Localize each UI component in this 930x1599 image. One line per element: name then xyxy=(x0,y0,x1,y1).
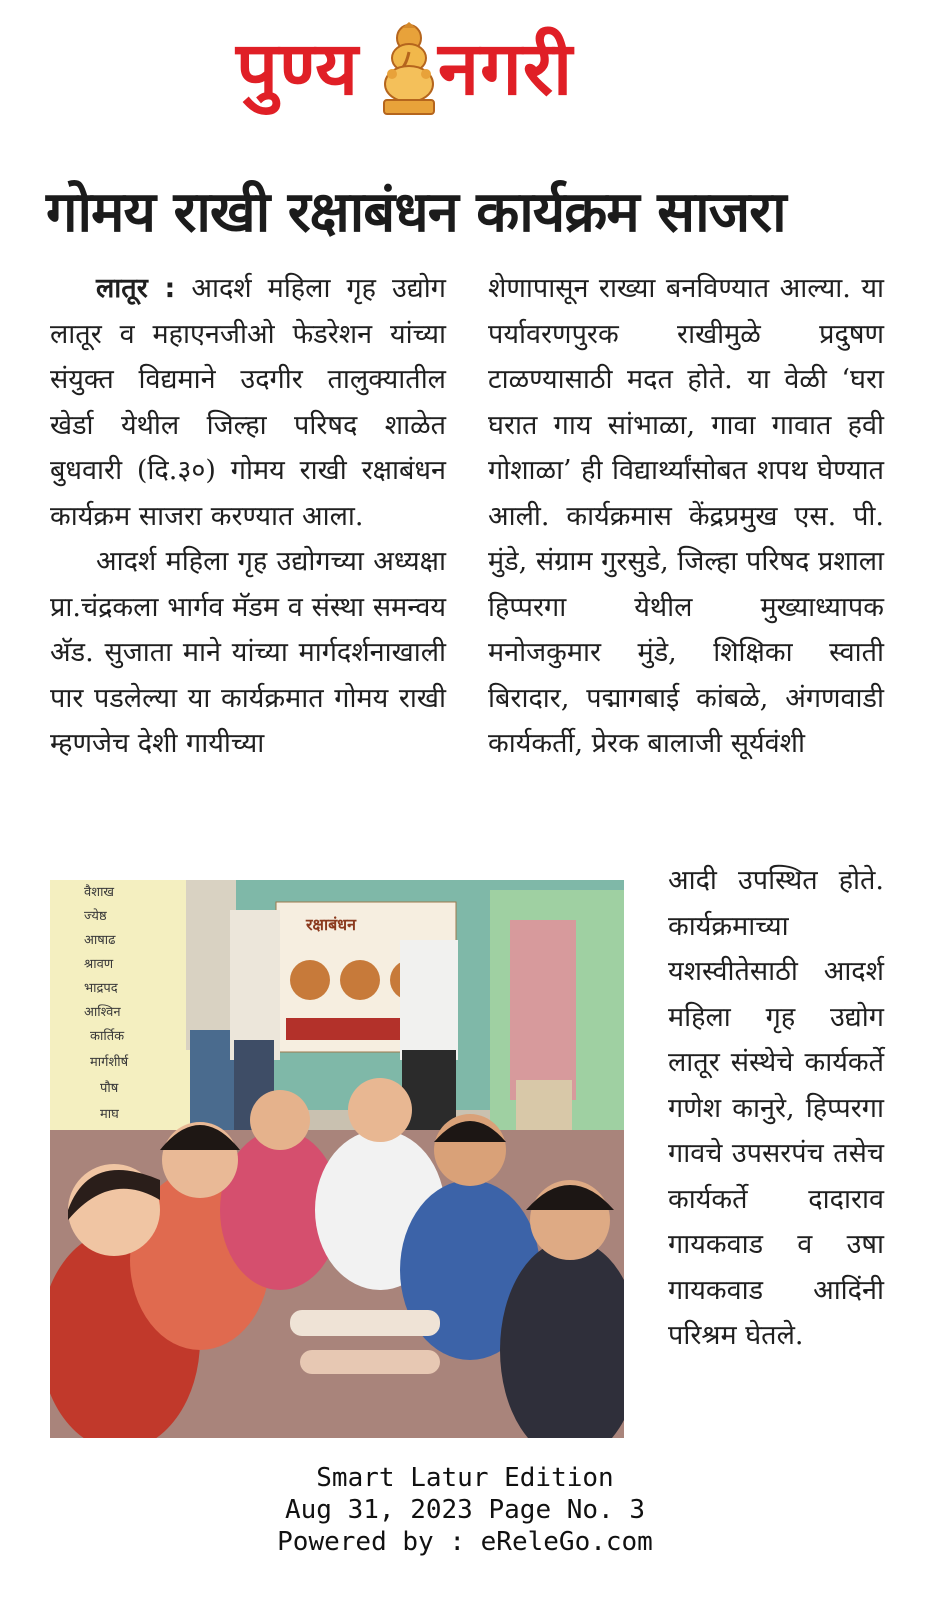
masthead-title-left: पुण्य xyxy=(236,26,360,112)
article-column-3 xyxy=(668,858,884,1359)
wall-word: आश्विन xyxy=(84,1005,121,1020)
wall-word: वैशाख xyxy=(84,885,115,900)
wall-word: पौष xyxy=(100,1081,119,1096)
footer-edition: Smart Latur Edition xyxy=(316,1463,614,1493)
dateline-place: लातूर : xyxy=(96,273,176,304)
wall-word: श्रावण xyxy=(84,957,114,972)
wall-word: माघ xyxy=(100,1107,119,1122)
wall-word: कार्तिक xyxy=(90,1029,125,1044)
article-headline: गोमय राखी रक्षाबंधन कार्यक्रम साजरा xyxy=(46,180,786,245)
masthead-title-right: नगरी xyxy=(438,26,574,112)
edition-footer xyxy=(0,1462,930,1558)
article-column-1 xyxy=(50,266,446,767)
article-column-2 xyxy=(488,266,884,767)
wall-word: ज्येष्ठ xyxy=(84,909,107,924)
banner-title: रक्षाबंधन xyxy=(306,915,357,934)
paragraph-4: आदी उपस्थित होते. कार्यक्रमाच्या यशस्वीतेसाठी आदर्श महिला गृह उद्योग लातूर संस्थेचे कार्यकर्ते गणेश कानुरे, हिप्परगा गावचे उपसरपंच तसेच कार्यकर्ते दादाराव गायकवाड व उषा गायकवाड आदिंनी परिश्रम घेतले. xyxy=(668,865,884,1351)
paragraph-1: आदर्श महिला गृह उद्योग लातूर व महाएनजीओ फेडरेशन यांच्या संयुक्त विद्यमाने उदगीर तालुक्यातील खेर्डा येथील जिल्हा परिषद शाळेत बुधवारी (दि.३०) गोमय राखी रक्षाबंधन कार्यक्रम साजरा करण्यात आला. xyxy=(50,273,446,532)
newspaper-masthead xyxy=(0,18,930,128)
event-photo xyxy=(50,880,624,1438)
footer-date-page: Aug 31, 2023 Page No. 3 xyxy=(284,1495,646,1525)
footer-powered-by: Powered by : eReleGo.com xyxy=(277,1527,653,1557)
paragraph-3: शेणापासून राख्या बनविण्यात आल्या. या पर्यावरणपुरक राखीमुळे प्रदुषण टाळण्यासाठी मदत होते. या वेळी ‘घरा घरात गाय सांभाळा, गावा गावात हवी गोशाळा’ ही विद्यार्थ्यांसोबत शपथ घेण्यात आली. कार्यक्रमास केंद्रप्रमुख एस. पी. मुंडे, संग्राम गुरसुडे, जिल्हा परिषद प्रशाला हिप्परगा येथील मुख्याध्यापक मनोजकुमार मुंडे, शिक्षिका स्वाती बिरादार, पद्मागबाई कांबळे, अंगणवाडी कार्यकर्ती, प्रेरक बालाजी सूर्यवंशी xyxy=(488,273,884,759)
wall-word: भाद्रपद xyxy=(84,981,118,996)
wall-word: मार्गशीर्ष xyxy=(90,1055,129,1070)
ganesha-logo-icon xyxy=(378,22,440,118)
paragraph-2: आदर्श महिला गृह उद्योगच्या अध्यक्षा प्रा.चंद्रकला भार्गव मॅडम व संस्था समन्वय अ‍ॅड. सुजाता माने यांच्या मार्गदर्शनाखाली पार पडलेल्या या कार्यक्रमात गोमय राखी म्हणजेच देशी गायीच्या xyxy=(50,546,446,759)
wall-word: आषाढ xyxy=(84,933,116,948)
